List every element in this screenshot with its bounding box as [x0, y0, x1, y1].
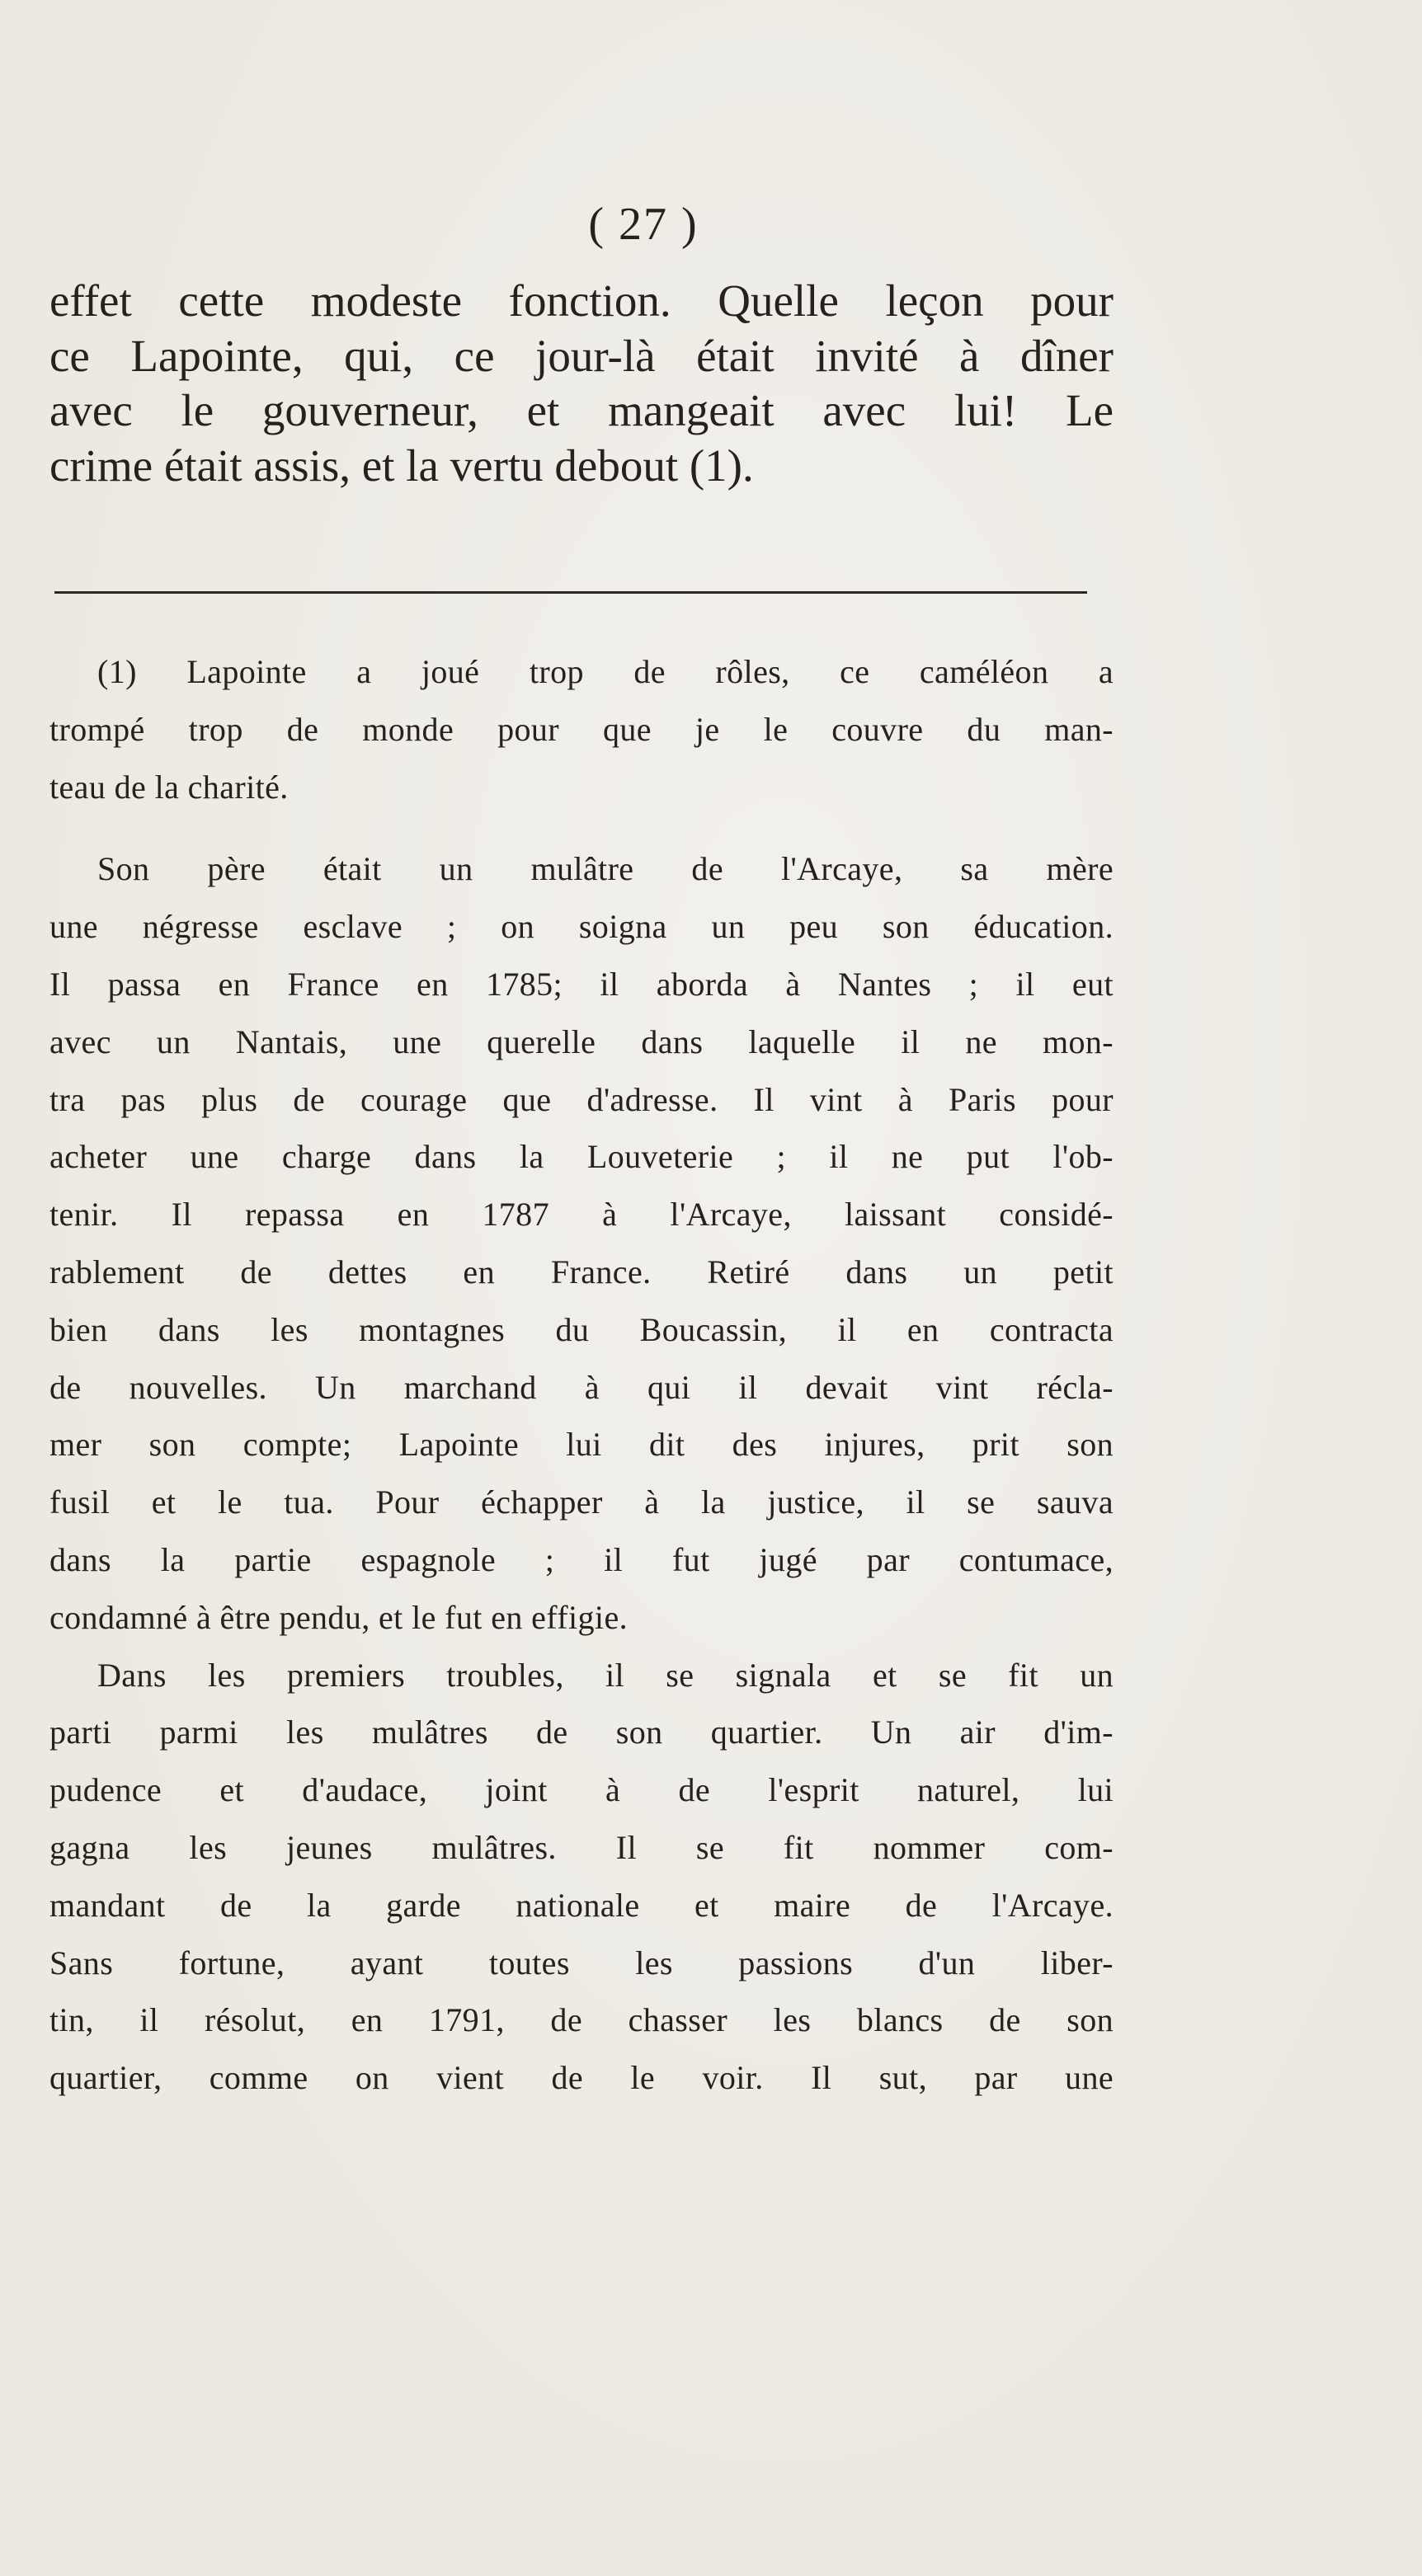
main-text-block: [49, 274, 1114, 493]
footnote-line: parti parmi les mulâtres de son quartier. Un air d'im-: [49, 1713, 1114, 1751]
main-text-line: effet cette modeste fonction. Quelle leçon pour: [49, 275, 1114, 326]
footnote-line: de nouvelles. Un marchand à qui il devait vint récla-: [49, 1368, 1114, 1406]
footnote-line: gagna les jeunes mulâtres. Il se fit nommer com-: [49, 1828, 1114, 1866]
footnote-paragraph: [49, 840, 1114, 1646]
footnote-line: rablement de dettes en France. Retiré dans un petit: [49, 1253, 1114, 1290]
footnote-line: tenir. Il repassa en 1787 à l'Arcaye, laissant considé-: [49, 1196, 1114, 1234]
footnote-paragraph: [49, 1647, 1114, 2107]
footnote-line: Il passa en France en 1785; il aborda à Nantes ; il eut: [49, 965, 1114, 1003]
footnote-line: acheter une charge dans la Louveterie ; il ne put l'ob-: [49, 1138, 1114, 1176]
footnote-paragraph: [49, 643, 1114, 816]
footnote-line: quartier, comme on vient de le voir. Il sut, par une: [49, 2059, 1114, 2097]
footnote-line: Dans les premiers troubles, il se signala et se fit un: [97, 1656, 1114, 1694]
footnote-line: trompé trop de monde pour que je le couvre du man-: [49, 710, 1114, 748]
footnote-line: condamné à être pendu, et le fut en effigie.: [49, 1598, 628, 1636]
footnote-separator-rule: [54, 591, 1087, 594]
footnote-block: [49, 643, 1114, 2107]
footnote-line: une négresse esclave ; on soigna un peu son éducation.: [49, 908, 1114, 946]
footnote-line: tra pas plus de courage que d'adresse. Il vint à Paris pour: [49, 1080, 1114, 1118]
paragraph-gap: [49, 816, 1114, 840]
footnote-line: Son père était un mulâtre de l'Arcaye, sa mère: [97, 850, 1114, 888]
footnote-line: dans la partie espagnole ; il fut jugé par contumace,: [49, 1540, 1114, 1578]
footnote-line: tin, il résolut, en 1791, de chasser les blancs de son: [49, 2001, 1114, 2039]
page-number: ( 27 ): [588, 199, 699, 250]
main-text-line: avec le gouverneur, et mangeait avec lui! Le: [49, 385, 1114, 435]
footnote-line: pudence et d'audace, joint à de l'esprit naturel, lui: [49, 1771, 1114, 1809]
footnote-line: bien dans les montagnes du Boucassin, il en contracta: [49, 1310, 1114, 1348]
main-text-line: ce Lapointe, qui, ce jour-là était invité à dîner: [49, 330, 1114, 381]
footnote-line: (1) Lapointe a joué trop de rôles, ce caméléon a: [97, 653, 1114, 690]
footnote-line: Sans fortune, ayant toutes les passions d'un liber-: [49, 1944, 1114, 1981]
footnote-line: fusil et le tua. Pour échapper à la justice, il se sauva: [49, 1483, 1114, 1521]
footnote-line: mandant de la garde nationale et maire de l'Arcaye.: [49, 1886, 1114, 1924]
footnote-line: mer son compte; Lapointe lui dit des injures, prit son: [49, 1426, 1114, 1464]
main-text-line: crime était assis, et la vertu debout (1).: [49, 440, 754, 491]
footnote-line: avec un Nantais, une querelle dans laquelle il ne mon-: [49, 1022, 1114, 1060]
footnote-line: teau de la charité.: [49, 768, 289, 806]
